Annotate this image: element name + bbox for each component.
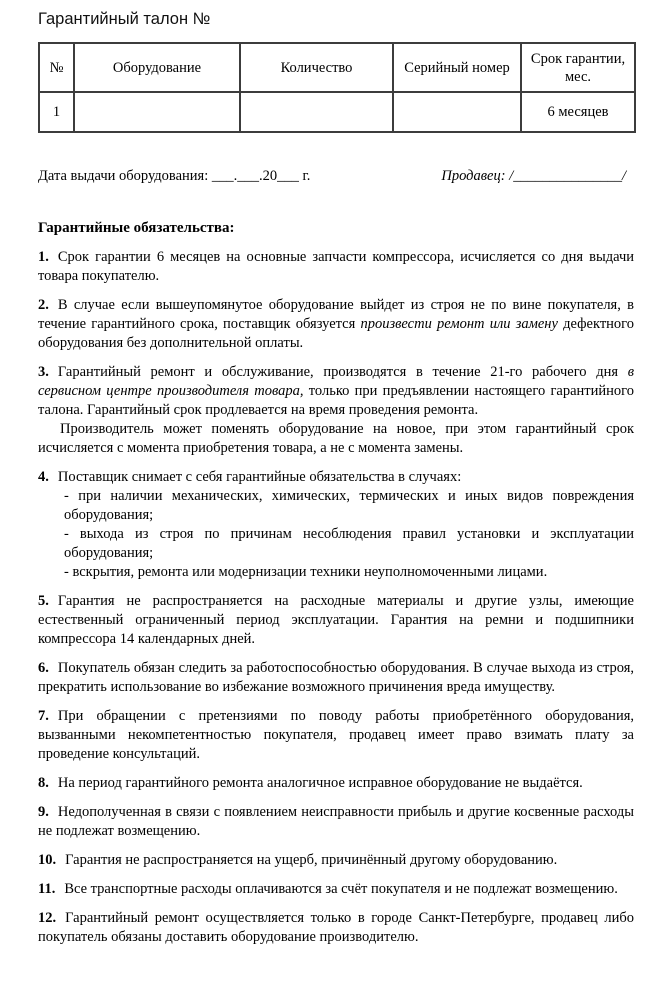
cell-serial-number-blank[interactable] [393, 92, 521, 132]
paragraph-number: 7. [38, 708, 49, 724]
obligation-paragraph-9 [38, 803, 634, 841]
cell-warranty-period: 6 месяцев [521, 92, 635, 132]
paragraph-number: 2. [38, 297, 49, 313]
paragraph-text-italic: произвести ремонт или замену [360, 316, 558, 332]
paragraph-number: 9. [38, 804, 49, 820]
col-header-quantity: Количество [240, 43, 393, 92]
cell-quantity-blank[interactable] [240, 92, 393, 132]
obligation-paragraph-11 [38, 880, 634, 899]
paragraph-number: 3. [38, 364, 49, 380]
col-header-equipment: Оборудование [74, 43, 240, 92]
table-row [39, 92, 635, 132]
paragraph-text: Поставщик снимает с себя гарантийные обязательства в случаях: [57, 469, 462, 485]
paragraph-text: Гарантия не распространяется на ущерб, причинённый другому оборудованию. [65, 852, 558, 868]
col-header-warranty-period: Срок гарантии, мес. [521, 43, 635, 92]
obligation-paragraph-3 [38, 363, 634, 420]
obligation-paragraph-10 [38, 851, 634, 870]
paragraph-text: В случае если вышеупомянутое оборудование выйдет из строя не по вине покупателя, в течение гарантийного срока, поставщик обязуется [38, 297, 634, 332]
warranty-table [38, 42, 636, 133]
col-header-number: № [39, 43, 74, 92]
table-header-row [39, 43, 635, 92]
obligations-heading: Гарантийные обязательства: [38, 220, 235, 236]
paragraph-number: 1. [38, 249, 49, 265]
obligation-paragraph-2 [38, 296, 634, 353]
obligation-paragraph-8 [38, 774, 634, 793]
obligation-paragraph-4 [38, 468, 634, 487]
obligations-list [38, 248, 634, 947]
col-header-serial-number: Серийный номер [393, 43, 521, 92]
paragraph-text: Покупатель обязан следить за работоспособностью оборудования. В случае выхода из строя, прекратить использование во избежание возможного причинения вреда имуществу. [38, 660, 634, 695]
issue-row [38, 167, 634, 186]
obligation-sub-item: - при наличии механических, химических, термических и иных видов повреждения оборудования; [64, 488, 634, 523]
seller-signature-field[interactable]: Продавец: /_______________/ [441, 168, 626, 184]
page-title: Гарантийный талон № [38, 10, 211, 28]
obligation-paragraph-6 [38, 659, 634, 697]
paragraph-text: Недополученная в связи с появлением неисправности прибыль и другие косвенные расходы не подлежат возмещению. [38, 804, 634, 839]
obligation-paragraph-12 [38, 909, 634, 947]
continuation-paragraph: Производитель может поменять оборудование на новое, при этом гарантийный срок исчисляется с момента приобретения товара, а не с момента замены. [38, 421, 634, 456]
paragraph-number: 5. [38, 593, 49, 609]
obligation-paragraph-1 [38, 248, 634, 286]
paragraph-number: 12. [38, 910, 57, 926]
paragraph-text: Все транспортные расходы оплачиваются за счёт покупателя и не подлежат возмещению. [64, 881, 618, 897]
issue-date-field[interactable]: Дата выдачи оборудования: ___.___.20___ г. [38, 168, 311, 184]
paragraph-text: На период гарантийного ремонта аналогичное исправное оборудование не выдаётся. [57, 775, 583, 791]
cell-row-number: 1 [39, 92, 74, 132]
paragraph-number: 11. [38, 881, 56, 897]
cell-equipment-blank[interactable] [74, 92, 240, 132]
obligation-paragraph-5 [38, 592, 634, 649]
paragraph-text: Гарантийный ремонт осуществляется только в городе Санкт-Петербурге, продавец либо покупатель обязаны доставить оборудование производителю. [38, 910, 634, 945]
paragraph-number: 8. [38, 775, 49, 791]
paragraph-number: 4. [38, 469, 49, 485]
paragraph-text-italic: в сервисном центре производителя товара, [38, 364, 634, 399]
paragraph-text: Срок гарантии 6 месяцев на основные запчасти компрессора, исчисляется со дня выдачи товара покупателю. [38, 249, 634, 284]
paragraph-number: 10. [38, 852, 57, 868]
obligation-paragraph-7 [38, 707, 634, 764]
paragraph-number: 6. [38, 660, 49, 676]
paragraph-text: Гарантийный ремонт и обслуживание, производятся в течение 21-го рабочего дня [57, 364, 628, 380]
paragraph-text: При обращении с претензиями по поводу работы приобретённого оборудования, вызванными некомпетентностью покупателя, продавец имеет право взимать плату за проведение консультаций. [38, 708, 634, 762]
paragraph-text: дефектного оборудования без дополнительной оплаты. [38, 316, 635, 351]
obligations-section [38, 219, 634, 947]
obligation-sub-item: - вскрытия, ремонта или модернизации техники неуполномоченными лицами. [64, 564, 548, 580]
paragraph-text: только при предъявлении настоящего гарантийного талона. Гарантийный срок продлевается на время проведения ремонта. [38, 383, 634, 418]
obligation-sub-item: - выхода из строя по причинам несоблюдения правил установки и эксплуатации оборудования; [64, 526, 634, 561]
paragraph-text: Гарантия не распространяется на расходные материалы и другие узлы, имеющие естественный ограниченный период эксплуатации. Гарантия на ремни и подшипники компрессора 14 календарных дней. [38, 593, 634, 647]
